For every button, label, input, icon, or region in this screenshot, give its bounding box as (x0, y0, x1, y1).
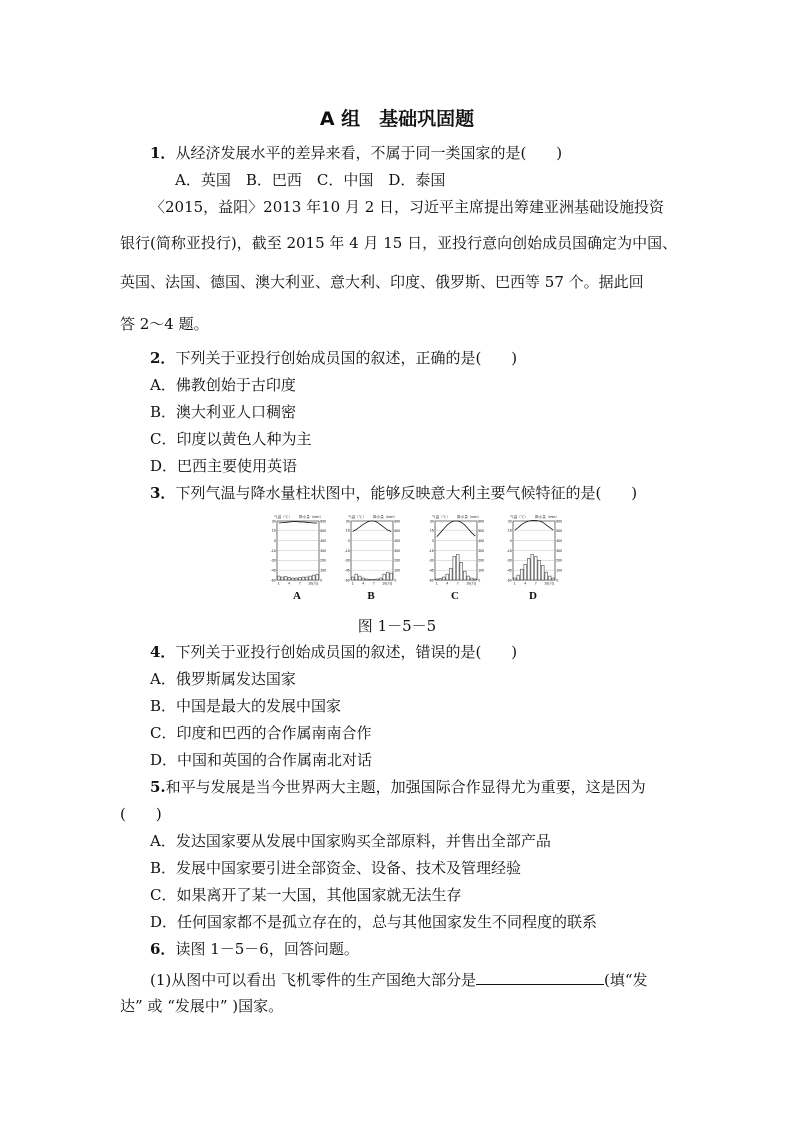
month-tick-label: 10(月) (382, 581, 393, 586)
question-6-sub1-line2: 达” 或 “发展中” )国家。 (120, 997, 284, 1015)
section-title: A 组 基础巩固题 (319, 108, 475, 130)
precip-bar (386, 572, 389, 580)
question-number: 1． (150, 144, 176, 162)
precip-tick-label: 600 (394, 519, 401, 524)
precip-bar (316, 575, 319, 580)
question-text: 下列气温与降水量柱状图中，能够反映意大利主要气候特征的是( ) (175, 484, 638, 502)
precip-tick-label: 200 (556, 558, 563, 563)
temp-tick-label: -45 (428, 568, 434, 573)
precip-bar (538, 560, 541, 580)
chart-label: C (451, 590, 459, 602)
temp-tick-label: -60 (428, 578, 434, 583)
temp-tick-label: -30 (506, 558, 512, 563)
chart-label: A (293, 590, 301, 602)
figure-caption: 图 1－5－5 (357, 617, 437, 635)
precip-bar (456, 554, 459, 580)
question-2 (150, 348, 517, 368)
question-text: 从经济发展水平的差异来看，不属于同一类国家的是( ) (175, 144, 563, 162)
precip-bar (312, 575, 315, 580)
passage-line-1: 〈2015，益阳〉2013 年10 月 2 日，习近平主席提出筹建亚洲基础设施投资 (150, 198, 665, 216)
precip-tick-label: 0 (556, 578, 559, 583)
temperature-line (279, 522, 318, 523)
temp-tick-label: 16 (507, 528, 512, 533)
precip-bar (439, 579, 442, 580)
month-tick-label: 1 (435, 581, 438, 586)
precip-tick-label: 600 (478, 519, 485, 524)
precip-bar (524, 564, 527, 580)
sub-question-text-end: (填“发 (604, 971, 648, 989)
passage-line-4: 答 2～4 题。 (120, 315, 209, 333)
passage-line-2: 银行(简称亚投行)，截至 2015 年 4 月 15 日，亚投行意向创始成员国确定为中国、 (120, 234, 678, 252)
month-tick-label: 7 (456, 581, 459, 586)
precip-bar (358, 576, 361, 580)
month-tick-label: 1 (277, 581, 280, 586)
precip-tick-label: 500 (478, 529, 485, 534)
precip-tick-label: 300 (556, 548, 563, 553)
sub-question-text: (1)从图中可以看出 飞机零件的生产国绝大部分是 (150, 971, 477, 989)
question-number: 2． (150, 349, 176, 367)
precip-bar (302, 577, 305, 580)
precip-bar (453, 556, 456, 580)
precip-bar (545, 572, 548, 580)
question-3 (150, 483, 637, 503)
question-6-sub1 (150, 968, 648, 990)
temp-tick-label: -45 (344, 568, 350, 573)
month-tick-label: 7 (534, 581, 537, 586)
temp-tick-label: 0 (347, 538, 350, 543)
option-a: A．俄罗斯属发达国家 (150, 670, 296, 688)
month-tick-label: 1 (351, 581, 354, 586)
precip-bar (534, 556, 537, 580)
precip-bar (376, 579, 379, 580)
month-tick-label: 10(月) (544, 581, 555, 586)
precip-tick-label: 600 (320, 519, 327, 524)
precip-tick-label: 500 (394, 529, 401, 534)
question-6 (150, 939, 359, 959)
precip-tick-label: 400 (556, 538, 563, 543)
precip-tick-label: 400 (394, 538, 401, 543)
precip-bar (365, 579, 368, 580)
precip-bar (463, 571, 466, 580)
climate-chart-d (501, 512, 565, 604)
temp-axis-title: 气温（℃） (432, 515, 450, 519)
precip-bar (362, 578, 365, 580)
option-a: A．发达国家要从发展中国家购买全部原料，并售出全部产品 (150, 832, 551, 850)
passage-line-3: 英国、法国、德国、澳大利亚、意大利、印度、俄罗斯、巴西等 57 个。据此回 (120, 273, 644, 291)
precip-axis-title: 降水量（mm） (299, 515, 323, 519)
temp-tick-label: -30 (344, 558, 350, 563)
temp-tick-label: 16 (271, 528, 276, 533)
month-tick-label: 4 (446, 581, 449, 586)
question-number: 4． (150, 643, 176, 661)
temperature-line (515, 520, 554, 530)
option-b: B．中国是最大的发展中国家 (150, 697, 342, 715)
question-number: 5. (150, 778, 166, 796)
chart-label: D (529, 590, 537, 602)
precip-bar (552, 578, 555, 580)
precip-tick-label: 300 (320, 548, 327, 553)
precip-tick-label: 300 (478, 548, 485, 553)
option-c: C．印度以黄色人种为主 (150, 430, 312, 448)
question-text: 下列关于亚投行创始成员国的叙述，错误的是( ) (175, 643, 518, 661)
temp-tick-label: 30 (507, 519, 512, 524)
precip-tick-label: 0 (394, 578, 397, 583)
climate-chart-b (339, 512, 403, 604)
precip-bar (383, 574, 386, 580)
chart-label: B (367, 590, 375, 602)
precip-bar (355, 574, 358, 580)
option-c: C．如果离开了某一大国，其他国家就无法生存 (150, 886, 462, 904)
option-b: B．澳大利亚人口稠密 (150, 403, 297, 421)
precip-bar (379, 578, 382, 580)
temp-axis-title: 气温（℃） (274, 515, 292, 519)
temperature-line (437, 521, 476, 537)
question-number: 3． (150, 484, 176, 502)
precip-tick-label: 200 (394, 558, 401, 563)
temp-tick-label: -45 (270, 568, 276, 573)
precip-bar (520, 569, 523, 580)
temp-tick-label: -45 (506, 568, 512, 573)
precip-bar (288, 578, 291, 580)
precip-bar (298, 578, 301, 580)
precip-bar (351, 577, 354, 580)
precip-tick-label: 600 (556, 519, 563, 524)
precip-bar (291, 578, 294, 580)
precip-axis-title: 降水量（mm） (373, 515, 397, 519)
question-number: 6． (150, 940, 176, 958)
temp-tick-label: -15 (428, 548, 434, 553)
precip-tick-label: 0 (320, 578, 323, 583)
month-tick-label: 4 (524, 581, 527, 586)
question-text: 读图 1－5－6，回答问题。 (175, 940, 359, 958)
precip-bar (517, 575, 520, 580)
month-tick-label: 4 (288, 581, 291, 586)
temp-tick-label: 30 (271, 519, 276, 524)
question-text: 下列关于亚投行创始成员国的叙述，正确的是( ) (175, 349, 518, 367)
question-1-options: A．英国 B．巴西 C．中国 D．泰国 (175, 171, 446, 189)
precip-bar (295, 578, 298, 580)
precip-axis-title: 降水量（mm） (535, 515, 559, 519)
precip-axis-title: 降水量（mm） (457, 515, 481, 519)
option-b: B．发展中国家要引进全部资金、设备、技术及管理经验 (150, 859, 522, 877)
precip-bar (390, 573, 393, 580)
temp-tick-label: -30 (428, 558, 434, 563)
temp-tick-label: -30 (270, 558, 276, 563)
precip-tick-label: 400 (478, 538, 485, 543)
temp-tick-label: -15 (506, 548, 512, 553)
month-tick-label: 4 (362, 581, 365, 586)
temp-tick-label: 16 (429, 528, 434, 533)
temp-tick-label: 0 (431, 538, 434, 543)
precip-bar (541, 565, 544, 580)
option-c: C．印度和巴西的合作属南南合作 (150, 724, 372, 742)
option-a: A．佛教创始于古印度 (150, 376, 296, 394)
temp-tick-label: -15 (270, 548, 276, 553)
precip-bar (284, 577, 287, 580)
question-1 (150, 143, 562, 163)
precip-bar (435, 579, 438, 580)
question-text: 和平与发展是当今世界两大主题，加强国际合作显得尤为重要，这是因为 (165, 778, 646, 796)
answer-blank[interactable] (476, 968, 604, 985)
precip-tick-label: 100 (394, 568, 401, 573)
temp-tick-label: -15 (344, 548, 350, 553)
temp-axis-title: 气温（℃） (348, 515, 366, 519)
temp-tick-label: 30 (345, 519, 350, 524)
precip-tick-label: 100 (478, 568, 485, 573)
precip-tick-label: 100 (556, 568, 563, 573)
precip-tick-label: 500 (320, 529, 327, 534)
precip-tick-label: 100 (320, 568, 327, 573)
option-d: D．任何国家都不是孤立存在的，总与其他国家发生不同程度的联系 (150, 913, 598, 931)
answer-paren: ( ) (120, 805, 162, 823)
question-5 (150, 777, 646, 797)
climate-chart-c (423, 512, 487, 604)
option-d: D．巴西主要使用英语 (150, 457, 298, 475)
temp-axis-title: 气温（℃） (510, 515, 528, 519)
option-d: D．中国和英国的合作属南北对话 (150, 751, 373, 769)
question-4 (150, 642, 517, 662)
temperature-line (353, 521, 392, 531)
precip-bar (446, 574, 449, 580)
temp-tick-label: -60 (344, 578, 350, 583)
precip-bar (281, 577, 284, 580)
precip-tick-label: 400 (320, 538, 327, 543)
precip-bar (449, 568, 452, 580)
precip-bar (277, 576, 280, 580)
temp-tick-label: -60 (270, 578, 276, 583)
precip-bar (460, 562, 463, 580)
precip-tick-label: 500 (556, 529, 563, 534)
precip-bar (474, 579, 477, 580)
precip-bar (531, 554, 534, 580)
temp-tick-label: 0 (509, 538, 512, 543)
precip-bar (513, 578, 516, 580)
precip-bar (467, 576, 470, 580)
month-tick-label: 1 (513, 581, 516, 586)
temp-tick-label: 30 (429, 519, 434, 524)
precip-tick-label: 0 (478, 578, 481, 583)
temp-tick-label: -60 (506, 578, 512, 583)
precip-bar (309, 576, 312, 580)
temp-tick-label: 0 (273, 538, 276, 543)
precip-bar (442, 577, 445, 580)
month-tick-label: 10(月) (308, 581, 319, 586)
month-tick-label: 7 (298, 581, 301, 586)
month-tick-label: 7 (372, 581, 375, 586)
climate-chart-a (265, 512, 329, 604)
precip-bar (470, 578, 473, 580)
precip-bar (527, 558, 530, 580)
precip-bar (548, 576, 551, 580)
precip-tick-label: 200 (478, 558, 485, 563)
precip-tick-label: 200 (320, 558, 327, 563)
climate-charts (265, 512, 563, 604)
temp-tick-label: 16 (345, 528, 350, 533)
precip-tick-label: 300 (394, 548, 401, 553)
precip-bar (305, 577, 308, 580)
month-tick-label: 10(月) (466, 581, 477, 586)
